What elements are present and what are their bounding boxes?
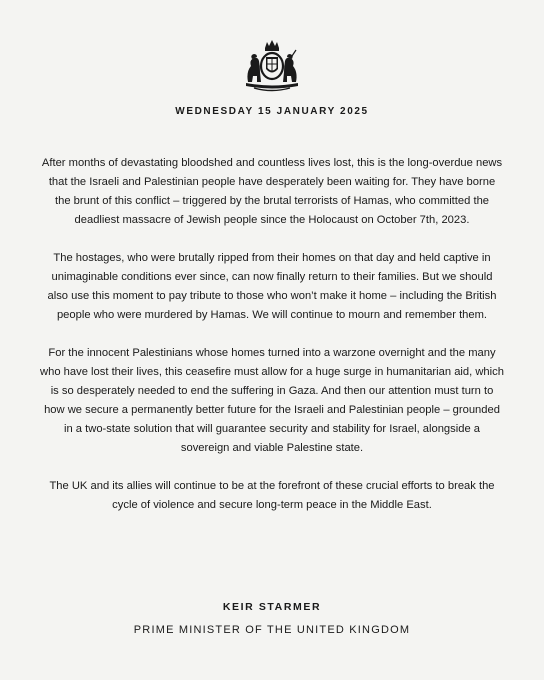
statement-paragraph-2: The hostages, who were brutally ripped from their homes on that day and held captive in unimaginable conditions ever since, can now finally return to their families. But we should also use this moment to pay tribute to those who won’t make it home – including the British people who were murdered by Hamas. We will continue to mourn and remember them. — [47, 252, 497, 321]
signatory-name: KEIR STARMER — [222, 601, 322, 613]
statement-paragraph-1: After months of devastating bloodshed and countless lives lost, this is the long-overdue news that the Israeli and Palestinian people have desperately been waiting for. They have borne the brunt of this conflict – triggered by the brutal terrorists of Hamas, who committed the deadliest massacre of Jewish people since the Holocaust on October 7th, 2023. — [41, 157, 503, 226]
statement-date: WEDNESDAY 15 JANUARY 2025 — [175, 106, 369, 117]
royal-coat-of-arms-icon — [238, 38, 306, 94]
signatory-title: PRIME MINISTER OF THE UNITED KINGDOM — [133, 624, 411, 636]
statement-paragraph-4: The UK and its allies will continue to be at the forefront of these crucial efforts to break the cycle of violence and secure long-term peace in the Middle East. — [49, 480, 495, 511]
statement-paragraph-3: For the innocent Palestinians whose homes turned into a warzone overnight and the many who have lost their lives, this ceasefire must allow for a huge surge in humanitarian aid, which is so desperately needed to end the suffering in Gaza. And then our attention must turn to how we secure a permanently better future for the Israeli and Palestinian people – grounded in a two-state solution that will guarantee security and stability for Israel, alongside a sovereign and viable Palestine state. — [40, 347, 504, 454]
statement-body — [40, 154, 504, 534]
